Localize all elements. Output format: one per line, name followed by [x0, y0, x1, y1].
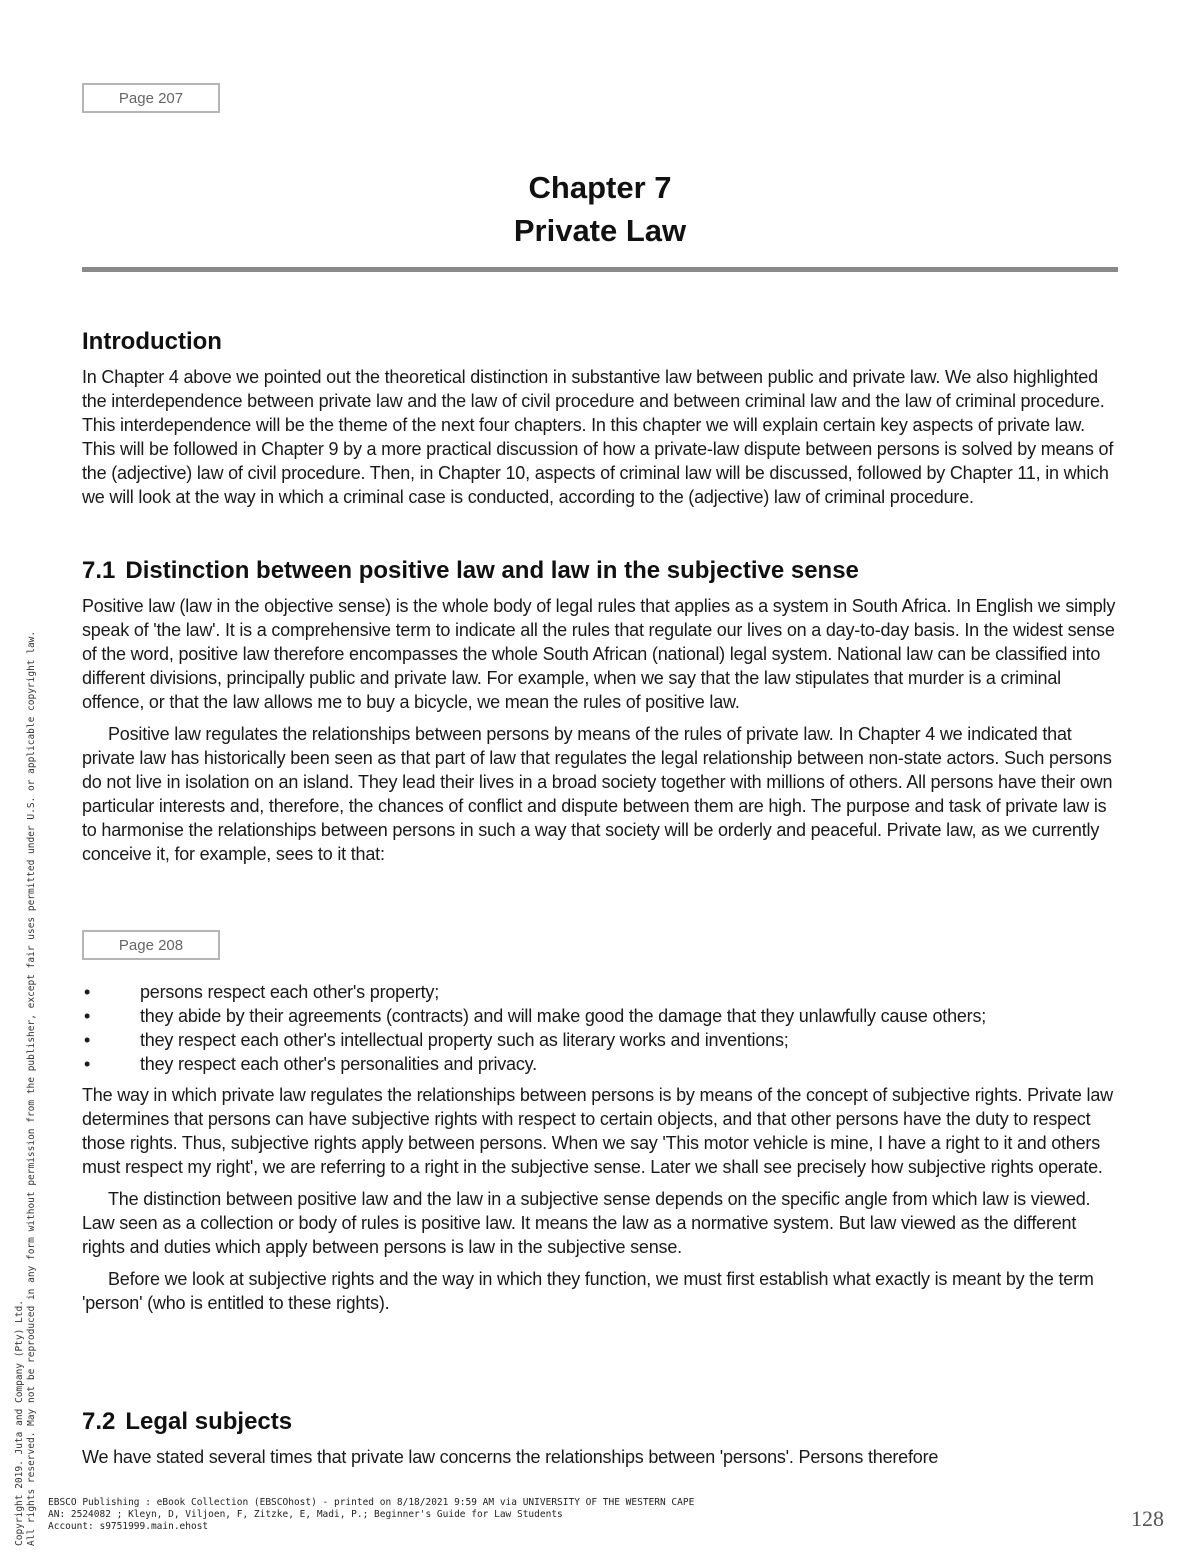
- section-7-2-heading: [82, 1407, 1118, 1437]
- list-item-text: they respect each other's intellectual property such as literary works and inventions;: [140, 1030, 789, 1050]
- section-7-1-paragraph-5: Before we look at subjective rights and the way in which they function, we must first establish what exactly is meant by the term 'person' (who is entitled to these rights).: [82, 1269, 1094, 1313]
- section-7-1-number: 7.1: [82, 557, 116, 584]
- section-7-1-paragraph-1: Positive law (law in the objective sense) is the whole body of legal rules that applies as a system in South Africa. In English we simply speak of 'the law'. It is a comprehensive term to indicate all the rules that regulate our lives on a day-to-day basis. In the widest sense of the word, positive law therefore encompasses the whole South African (national) legal system. National law can be classified into different divisions, principally public and private law. For example, when we say that the law stipulates that murder is a criminal offence, or that the law allows me to buy a bicycle, we mean the rules of positive law.: [82, 596, 1116, 712]
- list-item-text: they respect each other's personalities and privacy.: [140, 1054, 537, 1074]
- copyright-line-2: All rights reserved. May not be reproduced in any form without permission from the publisher, except fair uses permitted under U.S. or applicable copyright law.: [26, 630, 37, 1546]
- bullet-symbol: •: [84, 1054, 91, 1074]
- list-item: [82, 980, 1118, 1004]
- footer-line-1: EBSCO Publishing : eBook Collection (EBSCOhost) - printed on 8/18/2021 9:59 AM via UNIVERSITY OF THE WESTERN CAPE: [48, 1497, 695, 1508]
- ebsco-footer: [48, 1497, 694, 1533]
- page-marker-208: Page 208: [82, 930, 220, 960]
- title-divider: [82, 267, 1118, 272]
- section-7-2-title: Legal subjects: [125, 1408, 293, 1435]
- list-item: [82, 1004, 1118, 1028]
- section-7-1-paragraph-3: The way in which private law regulates the relationships between persons is by means of the concept of subjective rights. Private law determines that persons can have subjective rights with respect to certain objects, and that other persons have the duty to respect those rights. Thus, subjective rights apply between persons. When we say 'This motor vehicle is mine, I have a right to it and others must respect my right', we are referring to a right in the subjective sense. Later we shall see precisely how subjective rights operate.: [82, 1085, 1113, 1177]
- section-7-1-heading: [82, 556, 1118, 586]
- bullet-symbol: •: [84, 982, 91, 1002]
- page-number: 128: [1131, 1506, 1164, 1531]
- section-7-1: [82, 556, 1118, 866]
- bullet-symbol: •: [84, 1030, 91, 1050]
- section-7-1-title: Distinction between positive law and law in the subjective sense: [125, 557, 859, 584]
- introduction-heading: Introduction: [82, 328, 222, 355]
- list-item: [82, 1028, 1118, 1052]
- introduction-section: [82, 327, 1118, 509]
- section-7-2: [82, 1407, 1118, 1469]
- list-item: [82, 1052, 1118, 1076]
- footer-line-3: Account: s9751999.main.ehost: [48, 1521, 209, 1532]
- bullet-list: [82, 980, 1118, 1076]
- introduction-paragraph: In Chapter 4 above we pointed out the theoretical distinction in substantive law between public and private law. We also highlighted the interdependence between private law and the law of civil procedure and between criminal law and the law of criminal procedure. This interdependence will be the theme of the next four chapters. In this chapter we will explain certain key aspects of private law. This will be followed in Chapter 9 by a more practical discussion of how a private-law dispute between persons is solved by means of the (adjective) law of civil procedure. Then, in Chapter 10, aspects of criminal law will be discussed, followed by Chapter 11, in which we will look at the way in which a criminal case is conducted, according to the (adjective) law of criminal procedure.: [82, 367, 1114, 507]
- list-item-text: persons respect each other's property;: [140, 982, 439, 1002]
- footer-line-2: AN: 2524082 ; Kleyn, D, Viljoen, F, Zitzke, E, Madi, P.; Beginner's Guide for Law Students: [48, 1509, 563, 1520]
- section-7-1-continued: [82, 980, 1118, 1315]
- page-marker-207: Page 207: [82, 83, 220, 113]
- copyright-sidebar: [14, 396, 38, 1546]
- section-7-2-paragraph-1: We have stated several times that private law concerns the relationships between 'persons'. Persons therefore: [82, 1447, 939, 1467]
- section-7-2-number: 7.2: [82, 1408, 116, 1435]
- section-7-1-paragraph-4: The distinction between positive law and the law in a subjective sense depends on the specific angle from which law is viewed. Law seen as a collection or body of rules is positive law. It means the law as a normative system. But law viewed as the different rights and duties which apply between persons is law in the subjective sense.: [82, 1189, 1091, 1257]
- bullet-symbol: •: [84, 1006, 91, 1026]
- list-item-text: they abide by their agreements (contracts) and will make good the damage that they unlawfully cause others;: [140, 1006, 987, 1026]
- section-7-1-paragraph-2: Positive law regulates the relationships between persons by means of the rules of private law. In Chapter 4 we indicated that private law has historically been seen as that part of law that regulates the legal relationship between non-state actors. Such persons do not live in isolation on an island. They lead their lives in a broad society together with millions of others. All persons have their own particular interests and, therefore, the chances of conflict and dispute between them are high. The purpose and task of private law is to harmonise the relationships between persons in such a way that society will be orderly and peaceful. Private law, as we currently conceive it, for example, sees to it that:: [82, 724, 1113, 864]
- chapter-title: Private Law: [513, 213, 687, 248]
- copyright-line-1: Copyright 2019. Juta and Company (Pty) Ltd.: [14, 1300, 25, 1546]
- chapter-number: Chapter 7: [528, 170, 672, 205]
